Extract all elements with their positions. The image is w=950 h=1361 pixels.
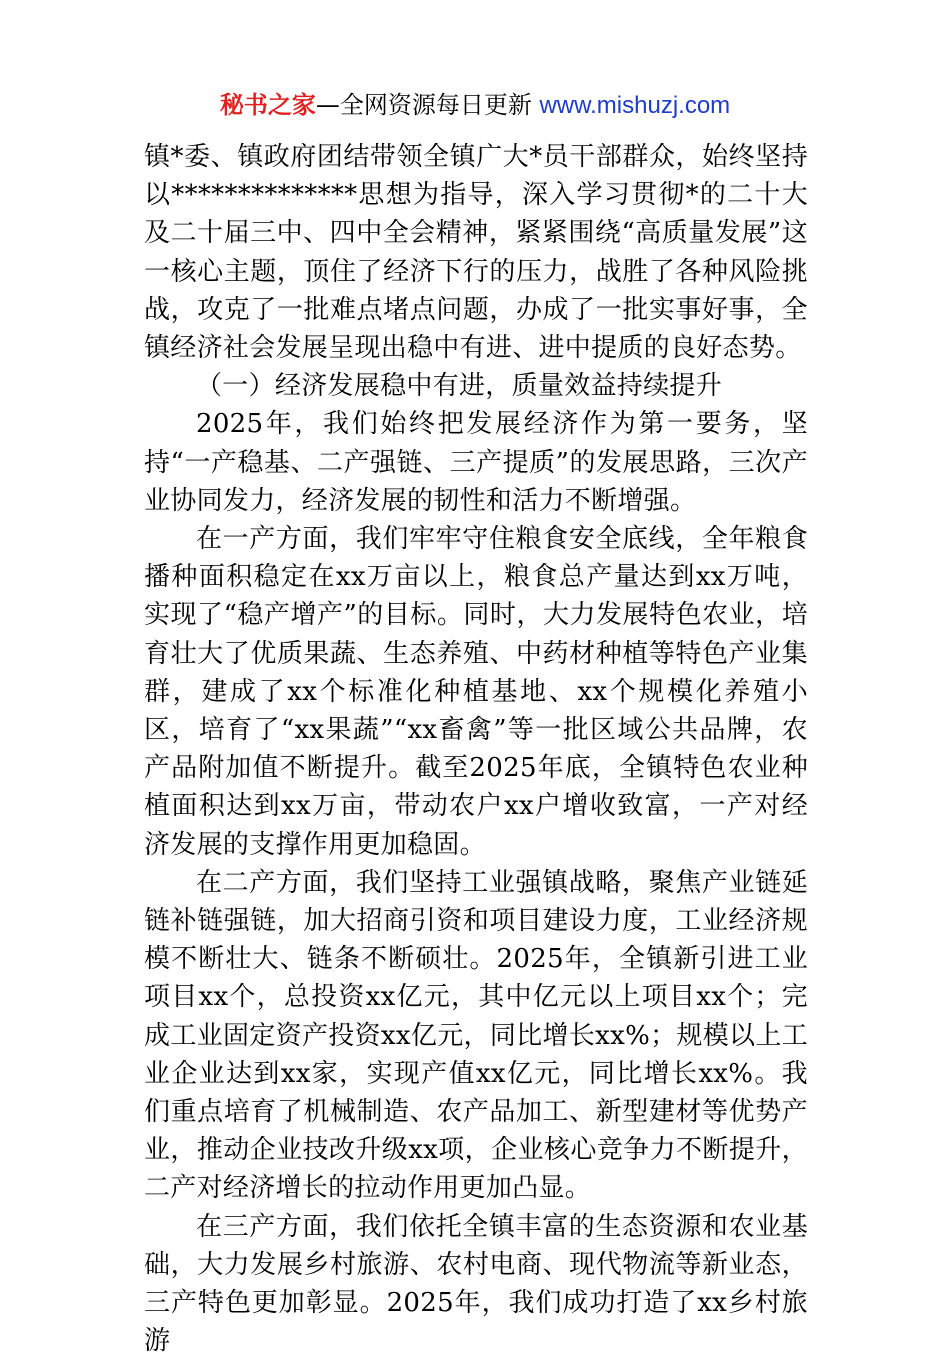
page-header — [0, 88, 950, 123]
brand-name: 秘书之家 — [219, 91, 316, 119]
website-link[interactable]: www.mishuzj.com — [539, 92, 731, 119]
paragraph-intro: 镇*委、镇政府团结带领全镇广大*员干部群众，始终坚持以**************思想为指导，深入学习贯彻*的二十大及二十届三中、四中全会精神，紧紧围绕“高质量发展”这一核心主题，顶住了经济下行的压力，战胜了各种风险挑战，攻克了一批难点堵点问题，办成了一批实事好事，全镇经济社会发展呈现出稳中有进、进中提质的良好态势。 — [144, 142, 808, 364]
document-body — [144, 138, 808, 1361]
paragraph-primary-industry: 在一产方面，我们牢牢守住粮食安全底线，全年粮食播种面积稳定在xx万亩以上，粮食总产量达到xx万吨，实现了“稳产增产”的目标。同时，大力发展特色农业，培育壮大了优质果蔬、生态养殖、中药材种植等特色产业集群，建成了xx个标准化种植基地、xx个规模化养殖小区，培育了“xx果蔬”“xx畜禽”等一批区域公共品牌，农产品附加值不断提升。截至2025年底，全镇特色农业种植面积达到xx万亩，带动农户xx户增收致富，一产对经济发展的支撑作用更加稳固。 — [144, 524, 808, 860]
header-tagline: —全网资源每日更新 — [315, 91, 532, 119]
paragraph-overview: 2025年，我们始终把发展经济作为第一要务，坚持“一产稳基、二产强链、三产提质”的发展思路，三次产业协同发力，经济发展的韧性和活力不断增强。 — [144, 409, 808, 516]
paragraph-tertiary-industry: 在三产方面，我们依托全镇丰富的生态资源和农业基础，大力发展乡村旅游、农村电商、现代物流等新业态，三产特色更加彰显。2025年，我们成功打造了xx乡村旅游 — [144, 1211, 808, 1357]
section-heading: （一）经济发展稳中有进，质量效益持续提升 — [196, 371, 723, 402]
paragraph-secondary-industry: 在二产方面，我们坚持工业强镇战略，聚焦产业链延链补链强链，加大招商引资和项目建设力度，工业经济规模不断壮大、链条不断硕壮。2025年，全镇新引进工业项目xx个，总投资xx亿元，其中亿元以上项目xx个；完成工业固定资产投资xx亿元，同比增长xx%；规模以上工业企业达到xx家，实现产值xx亿元，同比增长xx%。我们重点培育了机械制造、农产品加工、新型建材等优势产业，推动企业技改升级xx项，企业核心竞争力不断提升，二产对经济增长的拉动作用更加凸显。 — [144, 867, 808, 1204]
